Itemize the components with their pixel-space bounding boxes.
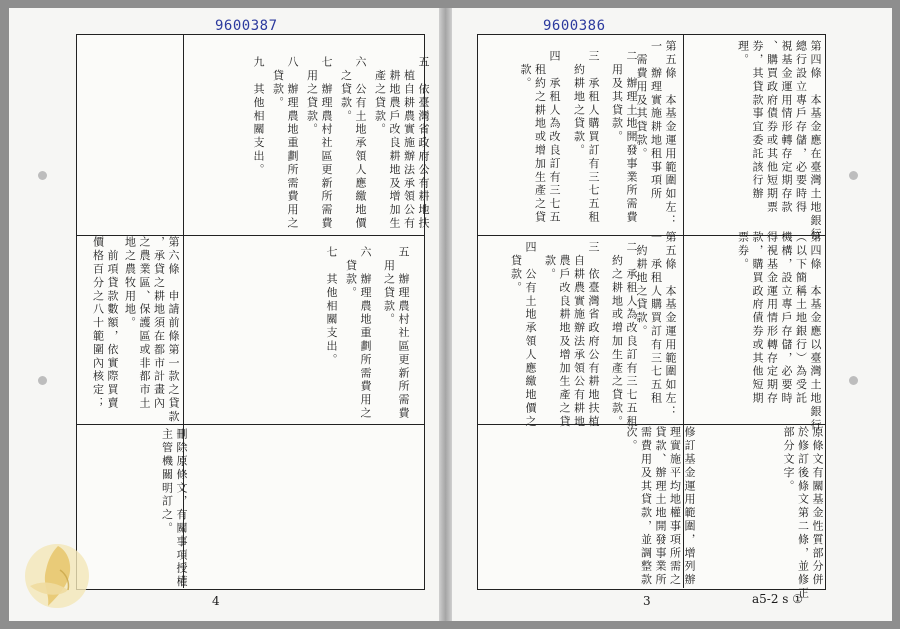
revised-clause-9: 九 其他相關支出。 [252,56,265,177]
left-table-row-divider [76,424,425,425]
binding-hole [849,376,858,385]
serial-number: 9600387 [215,18,278,34]
revised-clause-7: 七 辦理農村社區更新所需費 用之貸款。 [305,56,333,231]
document-code: a5-2 s ① [752,592,804,606]
current-clause-4: 四 公有土地承領人應繳地價之 貸款。 [509,241,537,429]
current-article-4: 第四條 本基金應以臺灣土地銀行 （以下簡稱土地銀行）為受託 機構，設立專戶存儲，必要時 得視基金運用情形轉存定期存 款，購買政府債券或其他短期 票券。 [736,231,822,432]
current-clause-5: 五 辦理農村社區更新所需費 用之貸款。 [382,246,410,421]
amendment-reason: 原條文有關基金性質部分併 於修訂後條文第二條，並修正 部分文字。 [782,426,824,601]
revised-article-4: 第四條 本基金應在臺灣土地銀行 總行設立專戶存儲，必要時得 視基金運用情形轉存定期存款 、購買政府債券或其他短期票 券，其貸款事宜委託該行辦 理。 [736,40,822,241]
current-article-5: 第五條 本基金運用範圍如左： 一 承租人購買訂有三七五租 約耕地之貸款。 [635,231,677,419]
book-spine [439,8,452,621]
current-clause-7: 七 其他相關支出。 [325,246,338,367]
revised-article-5: 第五條 本基金運用範圍如左： 一 辦理實施耕地租事項所 需費用及其貸款。 [635,40,677,228]
binding-hole [38,171,47,180]
page-number: 3 [643,594,651,608]
binding-hole [38,376,47,385]
revised-clause-6: 六 公有土地承領人應繳地價 之貸款。 [339,56,367,231]
revised-article-6-paragraph-2: 前項貸款數額，依實際買賣 價格百分之八十範圍內核定； [91,236,119,411]
watermark-logo [22,540,92,614]
revised-clause-4: 四 承租人為改良訂有三七五 租約之耕地或增加生產之貸 款。 [519,50,561,225]
current-clause-6: 六 辦理農地重劃所需費用之 貸款。 [344,246,372,421]
serial-number: 9600386 [543,18,606,34]
revised-clause-5: 五 依臺灣省政府公有耕地扶 植自耕農實施辦法承領公有 耕地農戶改良耕地及增加生 產之貸款。 [373,56,430,231]
amendment-reason: 修訂基金運用範圍，增列辦 理實施平均地權事項所需之 貸款、辦理土地開發事業所 需費用及其貸款，並調整款 次。 [625,426,696,587]
amendment-reason: 刪除原條文，有關事項授權 主管機關明訂之。 [160,428,188,589]
revised-clause-3: 三 承租人購買訂有三七五租 約耕地之貸款。 [572,50,600,225]
revised-article-6: 第六條 申請前條第一款之貸款 ，承貸之耕地須在都市計畫內 之農業區、保護區或非都市土 地之農牧用地。 [123,236,180,424]
page-number: 4 [212,594,220,608]
revised-clause-2: 二 辦理土地開發事業所需費 用及其貸款。 [610,50,638,225]
current-clause-2: 二 承租人為改良訂有三七五租 約之耕地或增加生產之貸款。 [610,241,638,429]
revised-clause-8: 八 辦理農地重劃所需費用之 貸款。 [271,56,299,231]
binding-hole [849,171,858,180]
current-clause-3: 三 依臺灣省政府公有耕地扶植 自耕農實施辦法承領公有耕地 農戶改良耕地及增加生產之貸 款。 [543,241,600,429]
